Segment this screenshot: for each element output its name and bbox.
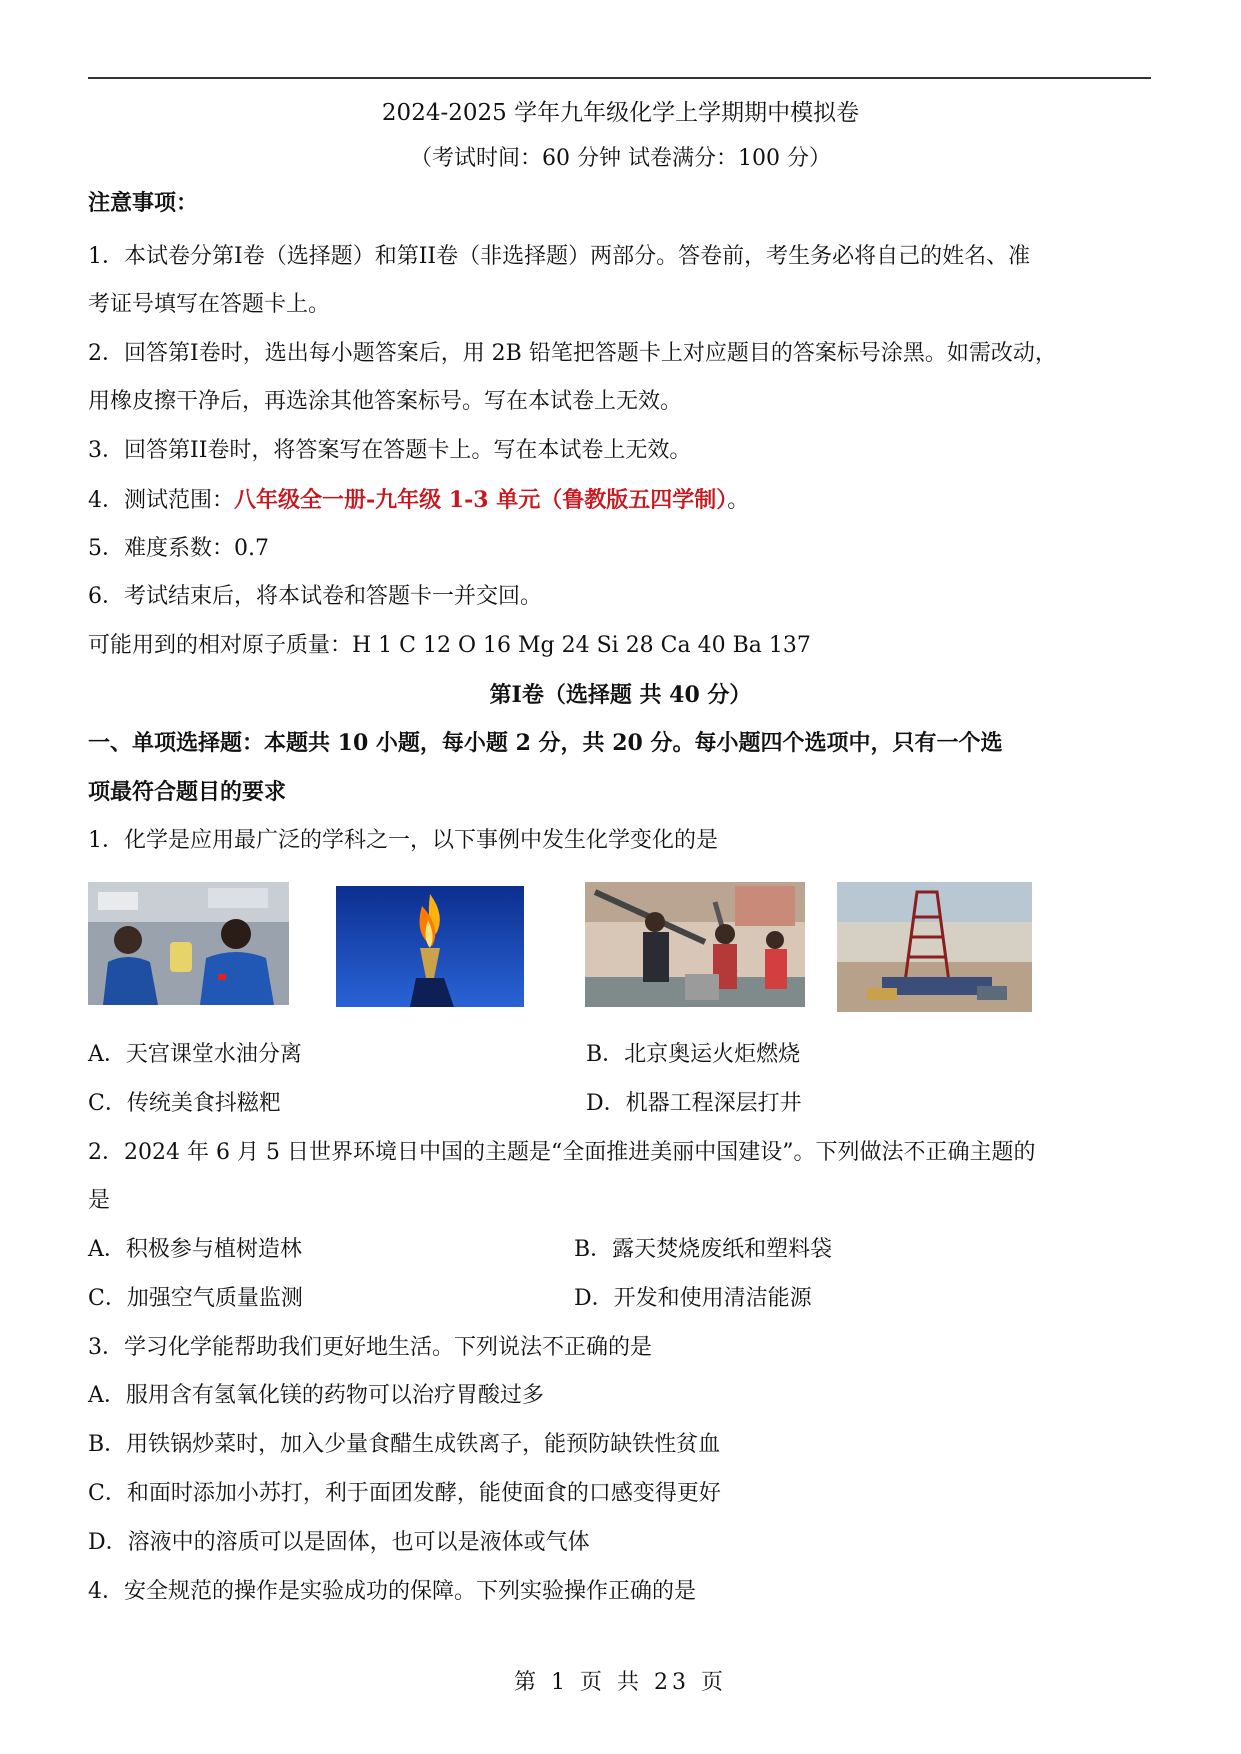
exam-title: 2024-2025 学年九年级化学上学期期中模拟卷 [381,100,860,126]
notice-item-4-suffix: 。 [727,488,750,513]
question-2-stem-cont: 是 [88,1188,111,1213]
notice-heading: 注意事项： [88,190,199,216]
q3-option-c: C．和面时添加小苏打，利于面团发酵，能使面食的口感变得更好 [88,1481,721,1506]
q1-option-c: C．传统美食抖糍粑 [88,1091,281,1116]
q2-option-c: C．加强空气质量监测 [88,1286,303,1311]
image-olympic-torch [336,886,524,1007]
q3-option-a: A．服用含有氢氧化镁的药物可以治疗胃酸过多 [88,1383,544,1408]
q1-option-d: D．机器工程深层打井 [586,1091,802,1116]
question-3-stem: 3．学习化学能帮助我们更好地生活。下列说法不正确的是 [88,1335,652,1360]
q2-option-a: A．积极参与植树造林 [88,1237,302,1262]
q3-option-d: D．溶液中的溶质可以是固体，也可以是液体或气体 [88,1530,590,1555]
notice-item-1-cont: 考证号填写在答题卡上。 [88,292,331,317]
section-instructions-cont: 项最符合题目的要求 [88,779,287,805]
q3-option-b: B．用铁锅炒菜时，加入少量食醋生成铁离子，能预防缺铁性贫血 [88,1432,721,1457]
question-2-stem: 2．2024 年 6 月 5 日世界环境日中国的主题是“全面推进美丽中国建设”。下列做法不正确主题的 [88,1140,1036,1165]
q1-option-b: B．北京奥运火炬燃烧 [586,1042,801,1067]
notice-item-6: 6．考试结束后，将本试卷和答题卡一并交回。 [88,584,542,609]
image-ciba-pounding [585,882,805,1007]
notice-item-5: 5．难度系数：0.7 [88,536,269,561]
atomic-masses: 可能用到的相对原子质量：H 1 C 12 O 16 Mg 24 Si 28 Ca 40 Ba 137 [88,633,811,658]
page-footer: 第 1 页 共 23 页 [514,1670,727,1695]
q1-option-a: A．天宫课堂水油分离 [88,1042,302,1067]
test-range: 八年级全一册-九年级 1-3 单元（鲁教版五四学制） [234,487,728,513]
header-rule [88,77,1151,79]
notice-item-3: 3．回答第II卷时，将答案写在答题卡上。写在本试卷上无效。 [88,438,692,463]
notice-item-4 [88,485,749,516]
q2-option-b: B．露天焚烧废纸和塑料袋 [574,1237,833,1262]
question-4-stem: 4．安全规范的操作是实验成功的保障。下列实验操作正确的是 [88,1579,696,1604]
notice-item-2: 2．回答第I卷时，选出每小题答案后，用 2B 铅笔把答题卡上对应题目的答案标号涂黑。如需改动， [88,341,1057,366]
section-instructions: 一、单项选择题：本题共 10 小题，每小题 2 分，共 20 分。每小题四个选项中，只有一个选 [88,730,1003,756]
notice-item-1: 1．本试卷分第I卷（选择题）和第II卷（非选择题）两部分。答卷前，考生务必将自己的姓名、准 [88,244,1031,269]
image-drilling-rig [837,882,1032,1012]
question-1-stem: 1．化学是应用最广泛的学科之一，以下事例中发生化学变化的是 [88,828,718,853]
q2-option-d: D．开发和使用清洁能源 [574,1286,812,1311]
image-space-station [88,882,289,1005]
notice-item-4-prefix: 4．测试范围： [88,488,234,513]
section-title: 第I卷（选择题 共 40 分） [489,682,752,708]
exam-subtitle: （考试时间：60 分钟 试卷满分：100 分） [410,146,831,171]
notice-item-2-cont: 用橡皮擦干净后，再选涂其他答案标号。写在本试卷上无效。 [88,389,683,414]
